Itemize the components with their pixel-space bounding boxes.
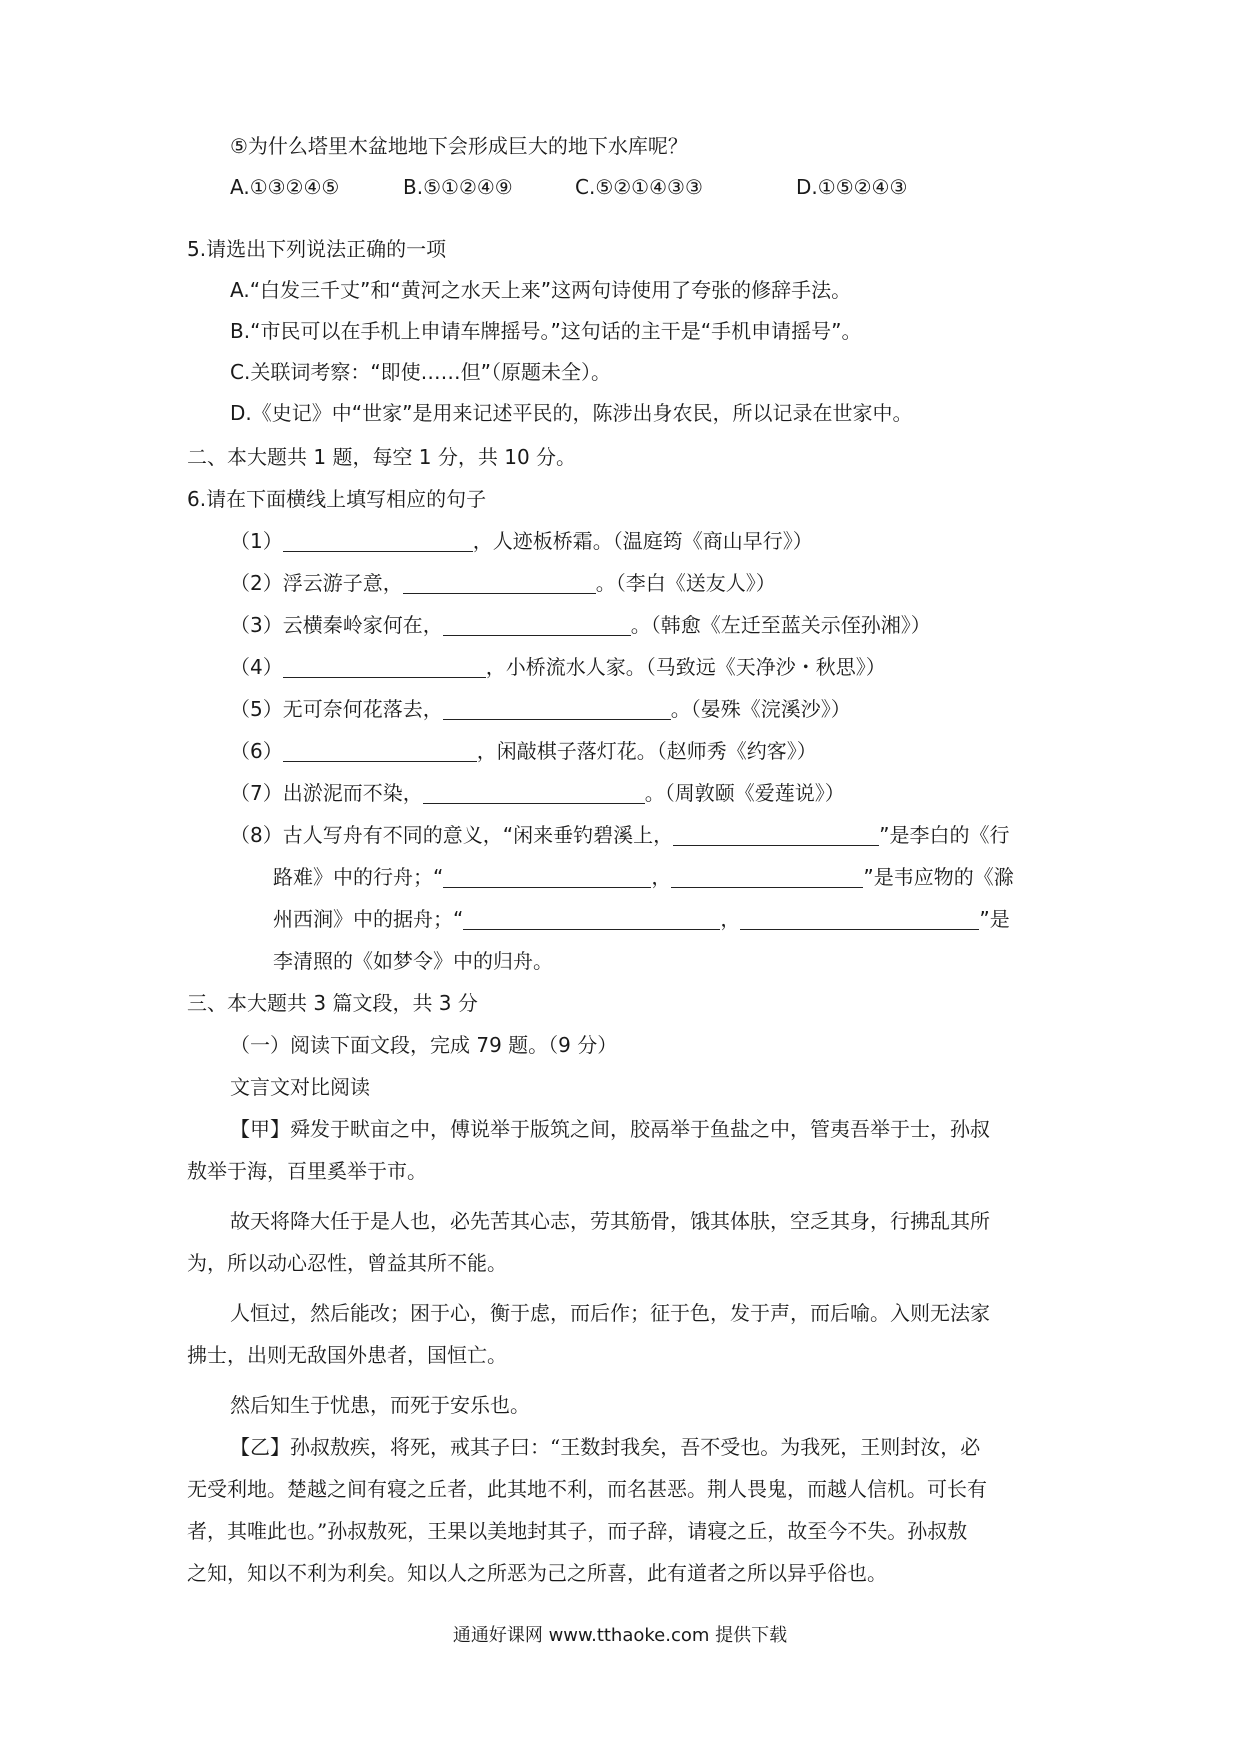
item-suffix: ，小桥流水人家。（马致远《天净沙・秋思》） [485,655,886,679]
item-separator: ， [651,865,672,889]
item-suffix: 。（晏殊《浣溪沙》） [670,697,851,721]
q4-option-line-5: ⑤为什么塔里木盆地地下会形成巨大的地下水库呢？ [230,134,688,158]
item-suffix: ，闲敲棋子落灯花。（赵师秀《约客》） [476,739,817,763]
answer-blank[interactable] [283,655,486,678]
item-number: （3） [230,613,283,637]
passage-jia-line: 拂士，出则无敌国外患者，国恒亡。 [187,1343,507,1367]
item-prefix: 州西涧》中的据舟；“ [273,907,464,931]
item-prefix: 古人写舟有不同的意义，“闲来垂钓碧溪上， [282,823,674,847]
item-suffix: ”是 [979,907,1010,931]
answer-blank[interactable] [403,571,596,594]
q4-option-d: D.①⑤②④③ [796,175,908,199]
q5-option-c: C.关联词考察：“即使……但”（原题未全）。 [230,360,612,384]
page-footer: 通通好课网 www.tthaoke.com 提供下载 [452,1625,788,1646]
item-prefix: 出淤泥而不染， [282,781,423,805]
passage-jia-line: 然后知生于忧患，而死于安乐也。 [230,1393,530,1417]
q4-option-a: A.①③②④⑤ [230,175,340,199]
item-suffix: ”是韦应物的《滁 [863,865,1014,889]
answer-blank[interactable] [463,907,720,930]
q6-item-5 [230,694,851,724]
answer-blank[interactable] [740,907,979,930]
section-3-heading: 三、本大题共 3 篇文段，共 3 分 [187,991,478,1015]
q6-item-2 [230,568,776,598]
item-number: （7） [230,781,283,805]
q4-option-b: B.⑤①②④⑨ [403,175,513,199]
item-number: （8） [230,823,283,847]
q4-option-c: C.⑤②①④③③ [575,175,703,199]
section-3-sub-heading: （一）阅读下面文段，完成 79 题。（9 分） [230,1033,618,1057]
q6-item-8-line-1 [230,820,1009,850]
answer-blank[interactable] [671,865,863,888]
q5-stem: 5.请选出下列说法正确的一项 [187,237,447,261]
q6-item-8-line-2 [273,862,1014,892]
passage-jia-line: 敖举于海，百里奚举于市。 [187,1159,427,1183]
q5-option-a: A.“白发三千丈”和“黄河之水天上来”这两句诗使用了夸张的修辞手法。 [230,278,852,302]
answer-blank[interactable] [673,823,879,846]
q6-item-4 [230,652,886,682]
item-prefix: 浮云游子意， [282,571,403,595]
item-separator: ， [720,907,741,931]
item-suffix: 。（韩愈《左迁至蓝关示侄孙湘》） [630,613,931,637]
answer-blank[interactable] [423,781,645,804]
passage-jia-line: 人恒过，然后能改；困于心，衡于虑，而后作；征于色，发于声，而后喻。入则无法家 [230,1301,990,1325]
q5-option-b: B.“市民可以在手机上申请车牌摇号。”这句话的主干是“手机申请摇号”。 [230,319,862,343]
answer-blank[interactable] [443,865,651,888]
passage-jia-line: 为，所以动心忍性，曾益其所不能。 [187,1251,507,1275]
answer-blank[interactable] [283,739,477,762]
item-number: （4） [230,655,283,679]
item-prefix: 无可奈何花落去， [282,697,443,721]
item-number: （5） [230,697,283,721]
passage-yi-line: 无受利地。楚越之间有寝之丘者，此其地不利，而名甚恶。荆人畏鬼，而越人信机。可长有 [187,1477,987,1501]
q6-stem: 6.请在下面横线上填写相应的句子 [187,487,487,511]
q6-item-7 [230,778,845,808]
q5-option-d: D.《史记》中“世家”是用来记述平民的，陈涉出身农民，所以记录在世家中。 [230,401,913,425]
q6-item-8-line-3 [273,904,1010,934]
q6-item-1 [230,526,813,556]
item-number: （1） [230,529,283,553]
item-suffix: ，人迹板桥霜。（温庭筠《商山早行》） [472,529,813,553]
item-suffix: ”是李白的《行 [879,823,1010,847]
item-number: （6） [230,739,283,763]
passage-yi-line: 之知，知以不利为利矣。知以人之所恶为己之所喜，此有道者之所以异乎俗也。 [187,1561,887,1585]
section-2-heading: 二、本大题共 1 题，每空 1 分，共 10 分。 [187,445,577,469]
q6-item-3 [230,610,931,640]
item-suffix: 。（李白《送友人》） [595,571,776,595]
q6-item-8-line-4: 李清照的《如梦令》中的归舟。 [273,949,553,973]
q6-item-6 [230,736,817,766]
passage-jia-line: 【甲】舜发于畎亩之中，傅说举于版筑之间，胶鬲举于鱼盐之中，管夷吾举于士，孙叔 [230,1117,990,1141]
item-prefix: 路难》中的行舟；“ [273,865,444,889]
answer-blank[interactable] [443,613,631,636]
item-suffix: 。（周敦颐《爱莲说》） [644,781,845,805]
passage-yi-line: 者，其唯此也。”孙叔敖死，王果以美地封其子，而子辞，请寝之丘，故至今不失。孙叔敖 [187,1519,968,1543]
answer-blank[interactable] [283,529,473,552]
passage-title: 文言文对比阅读 [230,1075,370,1099]
item-prefix: 云横秦岭家何在， [282,613,443,637]
answer-blank[interactable] [443,697,671,720]
passage-yi-line: 【乙】孙叔敖疾，将死，戒其子曰：“王数封我矣，吾不受也。为我死，王则封汝，必 [230,1435,981,1459]
passage-jia-line: 故天将降大任于是人也，必先苦其心志，劳其筋骨，饿其体肤，空乏其身，行拂乱其所 [230,1209,990,1233]
item-number: （2） [230,571,283,595]
